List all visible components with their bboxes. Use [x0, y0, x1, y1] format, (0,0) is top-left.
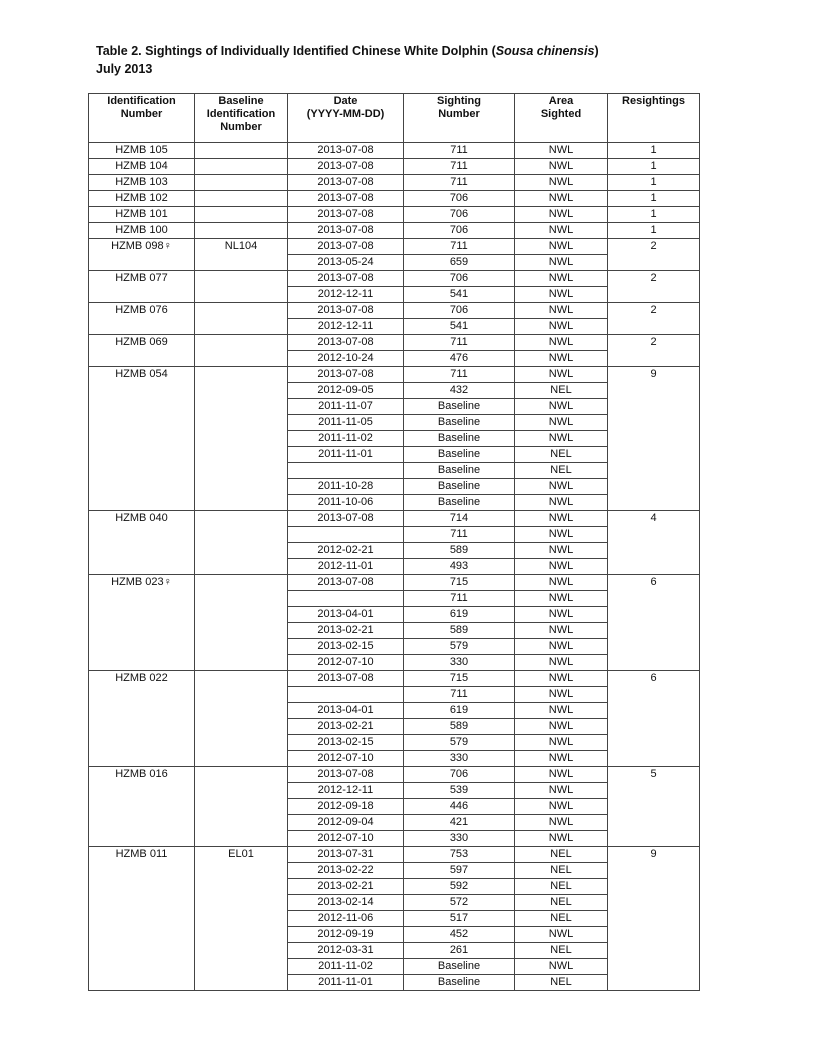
date-cell: 2012-11-06 — [288, 911, 404, 927]
column-header — [404, 94, 515, 143]
date-cell: 2013-04-01 — [288, 607, 404, 623]
identification-number-cell: HZMB 102 — [89, 191, 195, 207]
date-cell: 2013-07-08 — [288, 767, 404, 783]
identification-number-cell: HZMB 077 — [89, 271, 195, 303]
date-cell: 2012-12-11 — [288, 319, 404, 335]
identification-number-cell: HZMB 104 — [89, 159, 195, 175]
baseline-id-cell — [195, 671, 288, 767]
identification-number-cell: HZMB 105 — [89, 143, 195, 159]
area-sighted-cell: NWL — [515, 367, 608, 383]
area-sighted-cell: NEL — [515, 383, 608, 399]
baseline-id-cell: EL01 — [195, 847, 288, 991]
area-sighted-cell: NWL — [515, 767, 608, 783]
table-row — [89, 191, 700, 207]
date-cell: 2013-07-08 — [288, 143, 404, 159]
baseline-id-cell — [195, 223, 288, 239]
identification-number-cell: HZMB 098♀ — [89, 239, 195, 271]
date-cell: 2013-07-08 — [288, 671, 404, 687]
area-sighted-cell: NWL — [515, 479, 608, 495]
sighting-number-cell: 711 — [404, 175, 515, 191]
column-header-line: Resightings — [622, 95, 685, 107]
table-row — [89, 207, 700, 223]
date-cell: 2013-07-08 — [288, 575, 404, 591]
resightings-cell: 1 — [608, 207, 700, 223]
sighting-number-cell: 711 — [404, 527, 515, 543]
sighting-number-cell: Baseline — [404, 975, 515, 991]
sighting-number-cell: 493 — [404, 559, 515, 575]
sighting-number-cell: 579 — [404, 735, 515, 751]
table-row — [89, 223, 700, 239]
sighting-number-cell: 706 — [404, 271, 515, 287]
area-sighted-cell: NWL — [515, 511, 608, 527]
area-sighted-cell: NWL — [515, 239, 608, 255]
baseline-id-cell — [195, 511, 288, 575]
table-row — [89, 303, 700, 319]
sighting-number-cell: Baseline — [404, 399, 515, 415]
sighting-number-cell: 706 — [404, 303, 515, 319]
area-sighted-cell: NEL — [515, 447, 608, 463]
sighting-number-cell: 597 — [404, 863, 515, 879]
sighting-number-cell: 541 — [404, 319, 515, 335]
date-cell: 2011-11-02 — [288, 959, 404, 975]
table-row — [89, 239, 700, 255]
area-sighted-cell: NWL — [515, 623, 608, 639]
date-cell: 2012-12-11 — [288, 783, 404, 799]
date-cell: 2013-02-14 — [288, 895, 404, 911]
area-sighted-cell: NEL — [515, 895, 608, 911]
resightings-cell: 2 — [608, 335, 700, 367]
table-header — [89, 94, 700, 143]
date-cell: 2013-02-15 — [288, 639, 404, 655]
table-row — [89, 575, 700, 591]
resightings-cell: 2 — [608, 271, 700, 303]
date-cell: 2012-12-11 — [288, 287, 404, 303]
table-row — [89, 143, 700, 159]
area-sighted-cell: NWL — [515, 271, 608, 287]
identification-number-cell: HZMB 023♀ — [89, 575, 195, 671]
title-line-1 — [96, 42, 736, 60]
baseline-id-cell — [195, 143, 288, 159]
resightings-cell: 6 — [608, 575, 700, 671]
sighting-number-cell: Baseline — [404, 415, 515, 431]
date-cell: 2013-07-08 — [288, 335, 404, 351]
baseline-id-cell — [195, 303, 288, 335]
sighting-number-cell: Baseline — [404, 495, 515, 511]
date-cell: 2013-07-08 — [288, 239, 404, 255]
date-cell: 2012-09-04 — [288, 815, 404, 831]
date-cell: 2013-07-08 — [288, 223, 404, 239]
identification-number-cell: HZMB 011 — [89, 847, 195, 991]
resightings-cell: 2 — [608, 303, 700, 335]
column-header-line: Identification — [107, 95, 176, 107]
resightings-cell: 2 — [608, 239, 700, 271]
date-cell: 2012-07-10 — [288, 751, 404, 767]
area-sighted-cell: NWL — [515, 543, 608, 559]
area-sighted-cell: NWL — [515, 831, 608, 847]
date-cell: 2013-04-01 — [288, 703, 404, 719]
sighting-number-cell: 659 — [404, 255, 515, 271]
sighting-number-cell: 579 — [404, 639, 515, 655]
column-header-line: Number — [438, 108, 480, 120]
table-row — [89, 335, 700, 351]
sighting-number-cell: 714 — [404, 511, 515, 527]
area-sighted-cell: NWL — [515, 175, 608, 191]
date-cell: 2013-02-15 — [288, 735, 404, 751]
identification-number-cell: HZMB 022 — [89, 671, 195, 767]
table-row — [89, 671, 700, 687]
sighting-number-cell: 711 — [404, 687, 515, 703]
area-sighted-cell: NWL — [515, 415, 608, 431]
area-sighted-cell: NWL — [515, 431, 608, 447]
area-sighted-cell: NWL — [515, 719, 608, 735]
date-cell: 2011-11-02 — [288, 431, 404, 447]
date-cell: 2013-07-08 — [288, 271, 404, 287]
sighting-number-cell: 330 — [404, 751, 515, 767]
sighting-number-cell: 539 — [404, 783, 515, 799]
area-sighted-cell: NWL — [515, 591, 608, 607]
date-cell — [288, 687, 404, 703]
area-sighted-cell: NWL — [515, 399, 608, 415]
area-sighted-cell: NEL — [515, 943, 608, 959]
sighting-number-cell: 706 — [404, 223, 515, 239]
table-row — [89, 159, 700, 175]
area-sighted-cell: NWL — [515, 191, 608, 207]
date-cell: 2011-10-06 — [288, 495, 404, 511]
area-sighted-cell: NWL — [515, 959, 608, 975]
resightings-cell: 6 — [608, 671, 700, 767]
sighting-number-cell: 706 — [404, 207, 515, 223]
area-sighted-cell: NWL — [515, 799, 608, 815]
resightings-cell: 1 — [608, 159, 700, 175]
column-header — [515, 94, 608, 143]
area-sighted-cell: NWL — [515, 751, 608, 767]
resightings-cell: 1 — [608, 191, 700, 207]
date-cell: 2012-02-21 — [288, 543, 404, 559]
date-cell: 2013-07-31 — [288, 847, 404, 863]
identification-number-cell: HZMB 076 — [89, 303, 195, 335]
column-header-line: (YYYY-MM-DD) — [306, 108, 385, 120]
date-cell: 2011-10-28 — [288, 479, 404, 495]
sighting-number-cell: 330 — [404, 831, 515, 847]
sighting-number-cell: 589 — [404, 719, 515, 735]
title-line-2: July 2013 — [96, 62, 153, 76]
date-cell: 2013-02-22 — [288, 863, 404, 879]
sighting-number-cell: 541 — [404, 287, 515, 303]
area-sighted-cell: NWL — [515, 607, 608, 623]
date-cell — [288, 527, 404, 543]
sighting-number-cell: 589 — [404, 623, 515, 639]
column-header-line: Sighting — [437, 95, 481, 107]
identification-number-cell: HZMB 040 — [89, 511, 195, 575]
column-header-line: Sighted — [540, 108, 582, 120]
area-sighted-cell: NWL — [515, 495, 608, 511]
area-sighted-cell: NEL — [515, 463, 608, 479]
area-sighted-cell: NWL — [515, 159, 608, 175]
sighting-number-cell: 446 — [404, 799, 515, 815]
area-sighted-cell: NWL — [515, 207, 608, 223]
baseline-id-cell — [195, 367, 288, 511]
table-row — [89, 175, 700, 191]
date-cell: 2011-11-05 — [288, 415, 404, 431]
area-sighted-cell: NWL — [515, 703, 608, 719]
area-sighted-cell: NWL — [515, 927, 608, 943]
date-cell: 2011-11-01 — [288, 447, 404, 463]
table-row — [89, 271, 700, 287]
area-sighted-cell: NEL — [515, 863, 608, 879]
area-sighted-cell: NEL — [515, 975, 608, 991]
identification-number-cell: HZMB 054 — [89, 367, 195, 511]
date-cell: 2012-07-10 — [288, 831, 404, 847]
date-cell: 2013-07-08 — [288, 207, 404, 223]
column-header — [89, 94, 195, 143]
date-cell: 2012-09-18 — [288, 799, 404, 815]
header-row — [89, 94, 700, 143]
sighting-number-cell: 711 — [404, 159, 515, 175]
identification-number-cell: HZMB 100 — [89, 223, 195, 239]
sighting-number-cell: Baseline — [404, 447, 515, 463]
sighting-number-cell: 421 — [404, 815, 515, 831]
sighting-number-cell: 261 — [404, 943, 515, 959]
sighting-number-cell: Baseline — [404, 463, 515, 479]
date-cell: 2012-09-19 — [288, 927, 404, 943]
area-sighted-cell: NEL — [515, 847, 608, 863]
baseline-id-cell — [195, 207, 288, 223]
date-cell: 2013-07-08 — [288, 159, 404, 175]
area-sighted-cell: NWL — [515, 319, 608, 335]
baseline-id-cell — [195, 191, 288, 207]
title-text: Table 2. Sightings of Individually Identified Chinese White Dolphin ( — [96, 44, 496, 58]
area-sighted-cell: NWL — [515, 223, 608, 239]
area-sighted-cell: NWL — [515, 639, 608, 655]
baseline-id-cell — [195, 767, 288, 847]
sighting-number-cell: 753 — [404, 847, 515, 863]
identification-number-cell: HZMB 069 — [89, 335, 195, 367]
sighting-number-cell: 711 — [404, 239, 515, 255]
date-cell: 2013-07-08 — [288, 303, 404, 319]
resightings-cell: 1 — [608, 223, 700, 239]
table-row — [89, 767, 700, 783]
area-sighted-cell: NWL — [515, 255, 608, 271]
baseline-id-cell: NL104 — [195, 239, 288, 271]
area-sighted-cell: NWL — [515, 783, 608, 799]
column-header-line: Identification — [206, 108, 276, 120]
area-sighted-cell: NWL — [515, 335, 608, 351]
area-sighted-cell: NEL — [515, 879, 608, 895]
sighting-number-cell: 572 — [404, 895, 515, 911]
sighting-number-cell: 715 — [404, 671, 515, 687]
area-sighted-cell: NWL — [515, 671, 608, 687]
date-cell: 2012-09-05 — [288, 383, 404, 399]
sighting-number-cell: 715 — [404, 575, 515, 591]
date-cell — [288, 591, 404, 607]
column-header-line: Baseline — [218, 95, 264, 107]
sighting-number-cell: 517 — [404, 911, 515, 927]
baseline-id-cell — [195, 159, 288, 175]
date-cell: 2011-11-01 — [288, 975, 404, 991]
area-sighted-cell: NWL — [515, 303, 608, 319]
sighting-number-cell: 711 — [404, 143, 515, 159]
sighting-number-cell: 619 — [404, 607, 515, 623]
identification-number-cell: HZMB 016 — [89, 767, 195, 847]
sighting-number-cell: 589 — [404, 543, 515, 559]
date-cell: 2013-02-21 — [288, 719, 404, 735]
date-cell: 2013-07-08 — [288, 511, 404, 527]
area-sighted-cell: NWL — [515, 527, 608, 543]
table-row — [89, 511, 700, 527]
sighting-number-cell: 330 — [404, 655, 515, 671]
baseline-id-cell — [195, 575, 288, 671]
resightings-cell: 9 — [608, 847, 700, 991]
area-sighted-cell: NWL — [515, 687, 608, 703]
area-sighted-cell: NWL — [515, 575, 608, 591]
identification-number-cell: HZMB 101 — [89, 207, 195, 223]
date-cell — [288, 463, 404, 479]
baseline-id-cell — [195, 271, 288, 303]
resightings-cell: 1 — [608, 143, 700, 159]
sighting-number-cell: 711 — [404, 335, 515, 351]
sighting-number-cell: Baseline — [404, 959, 515, 975]
sighting-number-cell: Baseline — [404, 431, 515, 447]
sighting-number-cell: 706 — [404, 191, 515, 207]
table-title — [96, 42, 736, 78]
sighting-number-cell: 452 — [404, 927, 515, 943]
sighting-number-cell: 711 — [404, 367, 515, 383]
area-sighted-cell: NWL — [515, 287, 608, 303]
sighting-number-cell: 706 — [404, 767, 515, 783]
area-sighted-cell: NWL — [515, 735, 608, 751]
area-sighted-cell: NWL — [515, 351, 608, 367]
table-body — [89, 143, 700, 991]
column-header — [195, 94, 288, 143]
resightings-cell: 1 — [608, 175, 700, 191]
resightings-cell: 5 — [608, 767, 700, 847]
date-cell: 2012-10-24 — [288, 351, 404, 367]
table-row — [89, 847, 700, 863]
sighting-number-cell: 711 — [404, 591, 515, 607]
column-header-line: Date — [333, 95, 358, 107]
area-sighted-cell: NEL — [515, 911, 608, 927]
column-header — [608, 94, 700, 143]
area-sighted-cell: NWL — [515, 559, 608, 575]
date-cell: 2011-11-07 — [288, 399, 404, 415]
date-cell: 2013-07-08 — [288, 191, 404, 207]
column-header-line: Area — [548, 95, 574, 107]
baseline-id-cell — [195, 335, 288, 367]
table-row — [89, 367, 700, 383]
area-sighted-cell: NWL — [515, 655, 608, 671]
title-suffix: ) — [594, 44, 599, 58]
sighting-number-cell: Baseline — [404, 479, 515, 495]
date-cell: 2013-07-08 — [288, 367, 404, 383]
date-cell: 2013-07-08 — [288, 175, 404, 191]
baseline-id-cell — [195, 175, 288, 191]
column-header-line: Number — [220, 121, 262, 133]
date-cell: 2012-11-01 — [288, 559, 404, 575]
date-cell: 2012-07-10 — [288, 655, 404, 671]
date-cell: 2013-02-21 — [288, 879, 404, 895]
sighting-number-cell: 432 — [404, 383, 515, 399]
sightings-table — [88, 93, 700, 991]
identification-number-cell: HZMB 103 — [89, 175, 195, 191]
area-sighted-cell: NWL — [515, 815, 608, 831]
column-header-line: Number — [120, 108, 163, 120]
column-header — [288, 94, 404, 143]
date-cell: 2013-05-24 — [288, 255, 404, 271]
area-sighted-cell: NWL — [515, 143, 608, 159]
sighting-number-cell: 476 — [404, 351, 515, 367]
resightings-cell: 9 — [608, 367, 700, 511]
resightings-cell: 4 — [608, 511, 700, 575]
species-name: Sousa chinensis — [495, 44, 595, 58]
sighting-number-cell: 619 — [404, 703, 515, 719]
date-cell: 2012-03-31 — [288, 943, 404, 959]
sighting-number-cell: 592 — [404, 879, 515, 895]
date-cell: 2013-02-21 — [288, 623, 404, 639]
